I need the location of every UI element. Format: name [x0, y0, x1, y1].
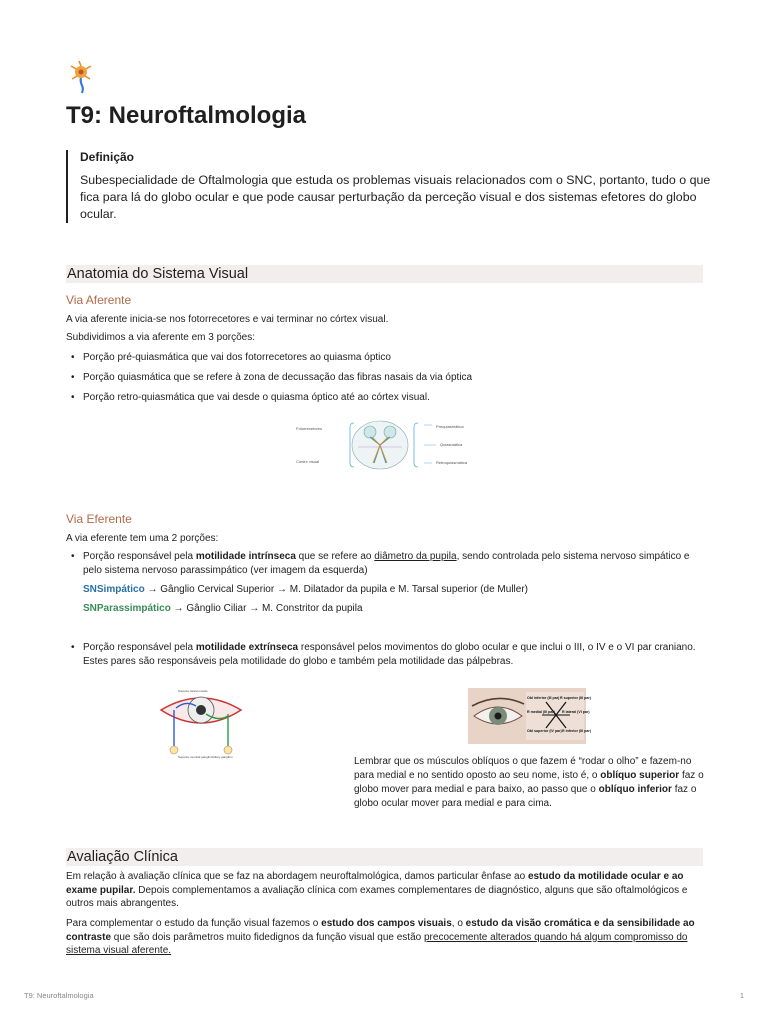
list-item: • Porção responsável pela motilidade extrínseca responsável pelos movimentos do globo ocular e que inclui o III, o IV e o VI par craniano. Estes pares são responsáveis pela motilidade do globo e também pela motilidade das pálpebras. [66, 641, 703, 669]
aferente-paragraph-2: Subdividimos a via aferente em 3 porções: [66, 332, 255, 343]
callout-heading: Definição [80, 150, 135, 164]
definition-callout [66, 150, 716, 223]
aferente-paragraph-1: A via aferente inicia-se nos fotorrecetores e vai terminar no córtex visual. [66, 314, 389, 325]
visual-pathway-figure [290, 417, 476, 475]
bold-obliquo-inferior: oblíquo inferior [598, 784, 672, 795]
bold-motilidade-intrinseca: motilidade intrínseca [195, 551, 296, 562]
fig-label-retroquiasmatica: Retroquiasmática [436, 460, 468, 465]
list-item: • Porção responsável pela motilidade intrínseca que se refere ao diâmetro da pupila, sendo controlada pelo sistema nervoso simpático e pelo sistema nervoso parassimpático (ver imagem da esquerda) [66, 550, 703, 578]
section-heading-anatomia: Anatomia do Sistema Visual [66, 265, 703, 283]
eferente-paragraph-1: A via eferente tem uma 2 porções: [66, 533, 219, 544]
list-item: • Porção retro-quiasmática que vai desde o quiasma óptico até ao córtex visual. [66, 391, 703, 405]
fig-label-fotorrecetores: Fotorrecetores [296, 426, 323, 431]
pupil-label-tarsal: Superior tarsal muscle [178, 689, 208, 693]
eye-label-obl-superior: Obl superior (IV par) [527, 729, 562, 733]
pupil-label-ciliary: Ciliary ganglion [212, 755, 233, 759]
bold-motilidade-extrinseca: motilidade extrínseca [195, 642, 299, 653]
underlined-precocemente: precocemente alterados quando há algum compromisso do sistema visual aferente. [66, 931, 688, 956]
parasympathetic-line: SNParassimpático → Gânglio Ciliar → M. Constritor da pupila [83, 603, 363, 614]
sns-label: SNSimpático [83, 584, 145, 595]
list-item: • Porção quiasmática que se refere à zona de decussação das fibras nasais da via óptica [66, 371, 703, 385]
pupil-innervation-figure [156, 688, 246, 766]
pupil-label-cervical: Superior cervical ganglion [178, 755, 213, 759]
subheading-via-aferente: Via Aferente [66, 293, 132, 307]
obliquos-note: Lembrar que os músculos oblíquos o que fazem é “rodar o olho” e fazem-no para medial e no sentido oposto ao seu nome, isto é, o oblíquo superior faz o globo mover para medial e para baixo, ao passo que o oblíquo inferior faz o globo ocular mover para medial e para cima. [354, 756, 704, 809]
fig-label-prequiasmatica: Préquiasmática [436, 424, 464, 429]
snp-label: SNParassimpático [83, 603, 171, 614]
eye-label-r-superior: R superior (III par) [560, 696, 591, 700]
eye-label-r-lateral: R lateral (VI par) [562, 710, 590, 714]
eferente-list-1 [66, 550, 703, 584]
eye-label-obl-inferior: Obl inferior (III par) [527, 696, 560, 700]
page-number: 1 [739, 991, 744, 1000]
aferente-list [66, 351, 703, 411]
list-item: • Porção pré-quiasmática que vai dos fotorrecetores ao quiasma óptico [66, 351, 703, 365]
callout-text: Subespecialidade de Oftalmologia que estuda os problemas visuais relacionados com o SNC, portanto, tudo o que fica para lá do globo ocular e que pode causar perturbação da perceção visual e dos sistemas efetores do globo ocular. [80, 173, 711, 221]
page-title: T9: Neuroftalmologia [66, 102, 307, 129]
footer-title: T9: Neuroftalmologia [24, 991, 94, 1000]
fig-label-quiasmatica: Quiasmática [440, 442, 463, 447]
eye-label-r-inferior: R inferior (III par) [562, 729, 591, 733]
underlined-diametro-pupila: diâmetro da pupila [374, 551, 457, 562]
eye-label-r-medial: R medial (III par) [527, 710, 555, 714]
section-heading-avaliacao: Avaliação Clínica [66, 848, 703, 866]
avaliacao-paragraph-1: Em relação à avaliação clínica que se faz na abordagem neuroftalmológica, damos particular ênfase ao estudo da motilidade ocular e ao exame pupilar. Depois complementamos a avaliação clínica com exames complementares de diagnóstico, alguns que são oftalmológicos e outros mais abrangentes. [66, 871, 688, 909]
avaliacao-paragraph-2: Para complementar o estudo da função visual fazemos o estudo dos campos visuais, o estudo da visão cromática e da sensibilidade ao contraste que são dois parâmetros muito fidedignos da função visual que estão precocemente alterados quando há algum compromisso do sistema visual aferente. [66, 918, 695, 956]
fig-label-cortex: Córtex visual [296, 459, 320, 464]
eferente-list-2 [66, 641, 703, 675]
subheading-via-eferente: Via Eferente [66, 512, 132, 526]
bold-obliquo-superior: oblíquo superior [600, 770, 680, 781]
sympathetic-line: SNSimpático → Gânglio Cervical Superior → M. Dilatador da pupila e M. Tarsal superior (de Muller) [83, 584, 528, 595]
eye-muscles-figure [468, 688, 591, 744]
brain-neuron-icon [66, 60, 96, 96]
